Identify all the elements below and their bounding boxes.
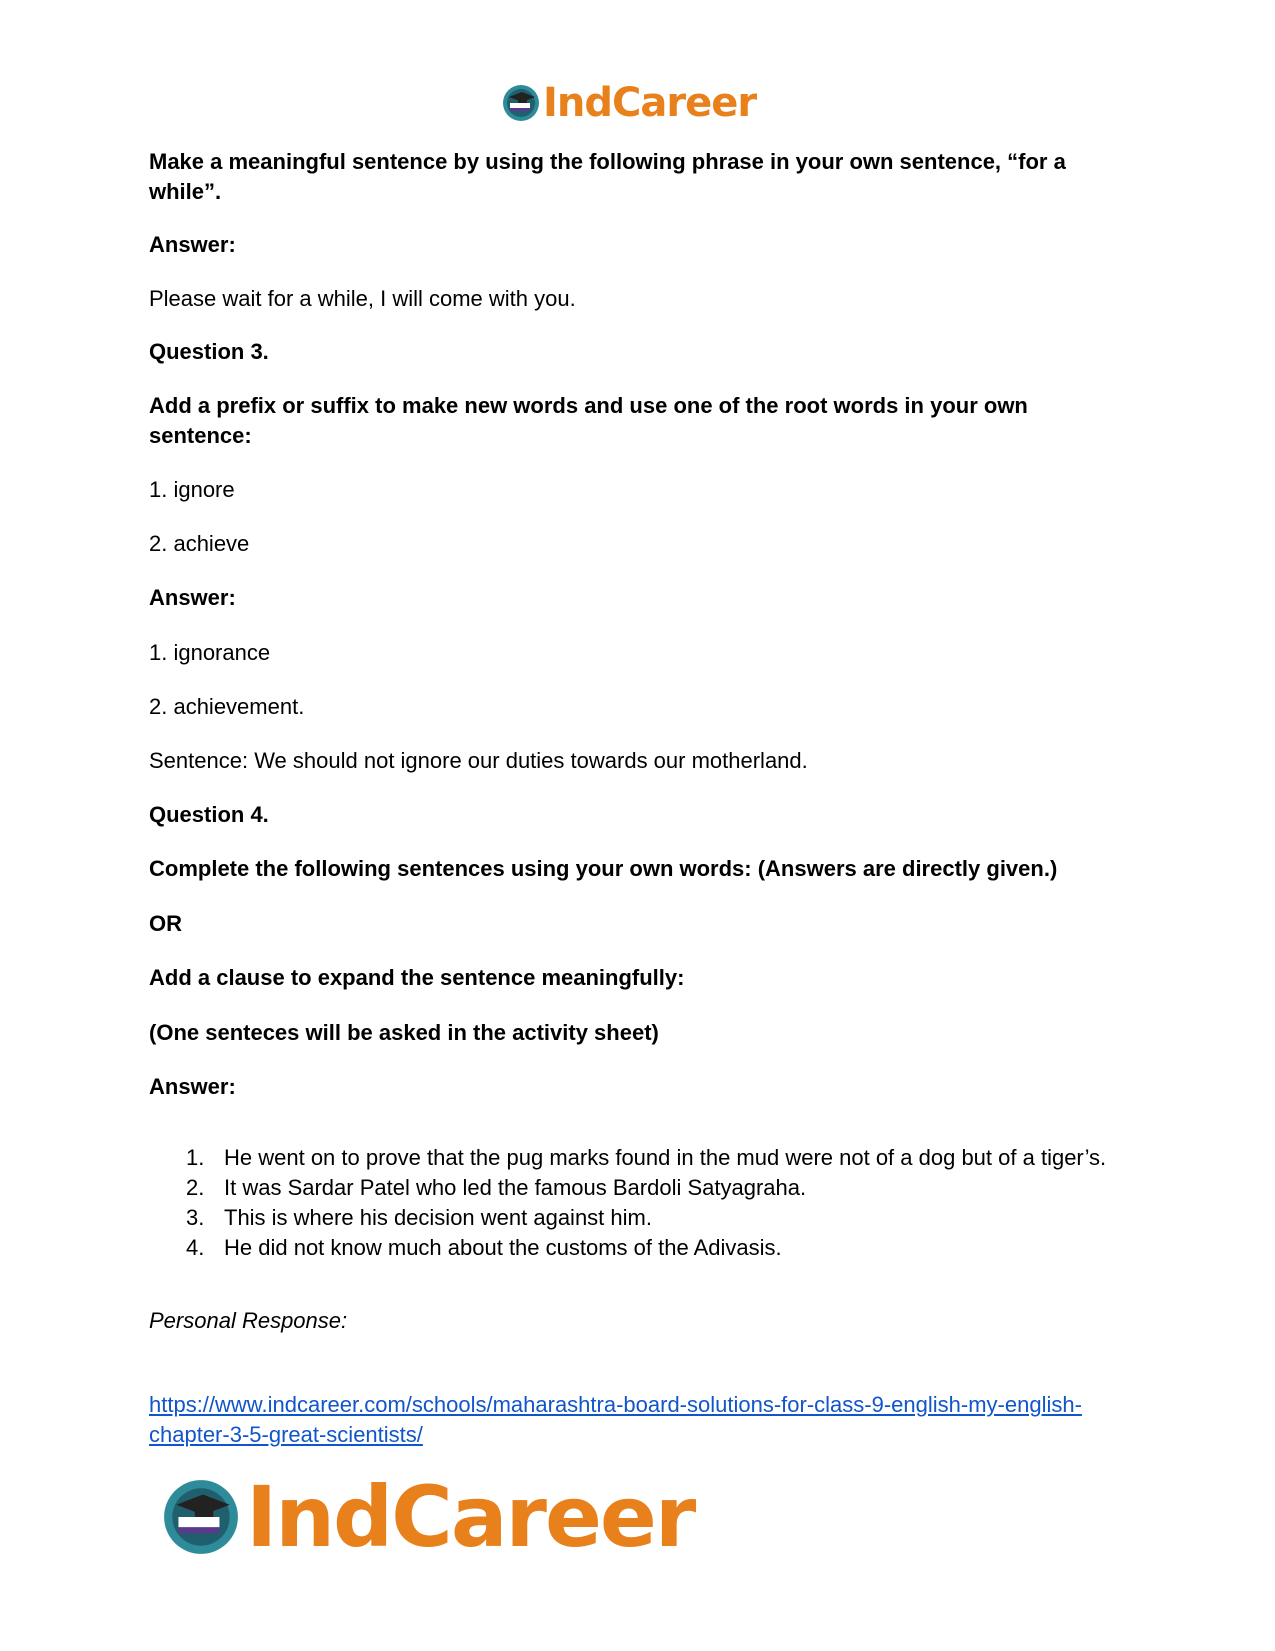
personal-response-label: Personal Response: [149, 1308, 348, 1333]
q3-sentence: Sentence: We should not ignore our duties towards our motherland. [149, 748, 808, 773]
source-link[interactable]: https://www.indcareer.com/schools/maharashtra-board-solutions-for-class-9-english-my-english-chapter-3-5-great-scientists/ [149, 1392, 1082, 1447]
list-item-number: 3. [186, 1205, 205, 1230]
header-logo [501, 80, 756, 126]
list-item-text: He went on to prove that the pug marks found in the mud were not of a dog but of a tiger’s. [224, 1145, 1107, 1170]
list-item-text: He did not know much about the customs of the Adivasis. [224, 1235, 782, 1260]
footer-logo-text: IndCareer [246, 1468, 695, 1566]
list-item-number: 1. [186, 1145, 205, 1170]
list-item-text: This is where his decision went against him. [224, 1205, 652, 1230]
list-item [149, 1143, 1109, 1173]
answer-label: Answer: [149, 1074, 236, 1099]
list-item [149, 1233, 1109, 1263]
graduation-cap-book-icon [160, 1476, 242, 1558]
or-label: OR [149, 911, 182, 936]
q3-word-2: 2. achieve [149, 531, 250, 556]
list-item-number: 2. [186, 1175, 205, 1200]
answer-label: Answer: [149, 585, 236, 610]
q2-prompt: Make a meaningful sentence by using the following phrase in your own sentence, “for a while”. [149, 149, 1066, 204]
q4-alt-prompt: Add a clause to expand the sentence meaningfully: [149, 965, 685, 990]
list-item-number: 4. [186, 1235, 205, 1260]
answer-label: Answer: [149, 232, 236, 257]
q4-answer-list [149, 1143, 1109, 1263]
footer-logo [160, 1468, 694, 1566]
q3-answer-1: 1. ignorance [149, 640, 271, 665]
graduation-cap-book-icon [501, 83, 541, 123]
q3-word-1: 1. ignore [149, 477, 235, 502]
q2-answer: Please wait for a while, I will come with you. [149, 286, 576, 311]
q3-answer-2: 2. achievement. [149, 694, 305, 719]
list-item [149, 1203, 1109, 1233]
header-logo-text: IndCareer [543, 80, 757, 126]
list-item [149, 1173, 1109, 1203]
q4-prompt: Complete the following sentences using your own words: (Answers are directly given.) [149, 856, 1058, 881]
list-item-text: It was Sardar Patel who led the famous Bardoli Satyagraha. [224, 1175, 807, 1200]
question-4-heading: Question 4. [149, 802, 269, 827]
q3-prompt: Add a prefix or suffix to make new words and use one of the root words in your own sentence: [149, 393, 1028, 448]
q4-note: (One senteces will be asked in the activity sheet) [149, 1020, 659, 1045]
question-3-heading: Question 3. [149, 339, 269, 364]
